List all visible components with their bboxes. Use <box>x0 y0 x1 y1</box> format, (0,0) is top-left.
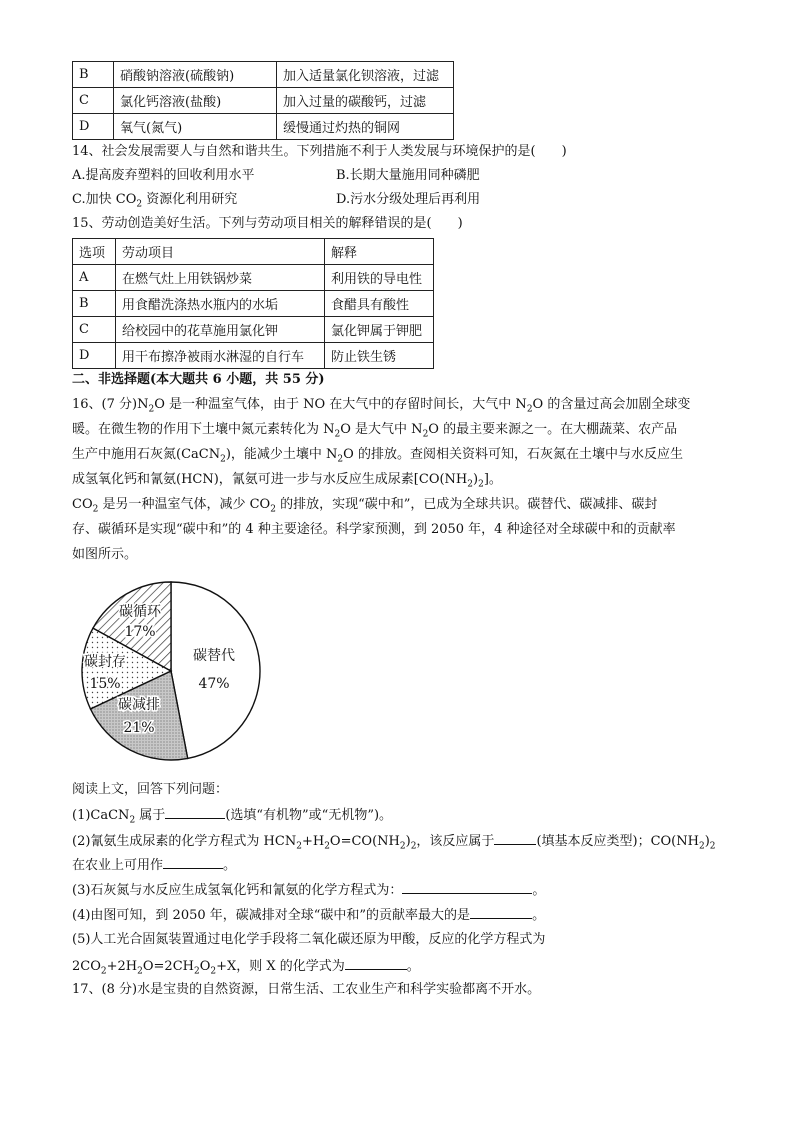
subscript: 2 <box>399 841 406 852</box>
subscript: 2 <box>148 404 155 415</box>
text: ]。 <box>483 472 502 487</box>
table-cell: 防止铁生锈 <box>325 343 434 369</box>
answer-blank[interactable] <box>345 955 407 970</box>
text: +X，则 X 的化学式为 <box>216 959 345 974</box>
subscript: 2 <box>324 841 330 852</box>
text: 生产中施用石灰氮(CaCN <box>72 447 221 462</box>
subscript: 2 <box>698 841 705 852</box>
text: O=CO(NH <box>329 834 400 849</box>
sub-question-2-cont <box>72 854 236 876</box>
subscript: 2 <box>270 504 276 515</box>
table-cell: A <box>73 265 116 291</box>
subscript: 2 <box>137 966 143 977</box>
table-cell: 氯化钙溶液(盐酸) <box>114 88 277 114</box>
table-header: 解释 <box>325 239 434 265</box>
subscript: 2 <box>526 404 533 415</box>
text: 。 <box>532 908 546 923</box>
sub-question-3 <box>72 879 545 901</box>
subscript: 2 <box>193 966 200 977</box>
answer-blank[interactable] <box>163 854 223 869</box>
text: ) <box>704 834 710 849</box>
sub-question-4 <box>72 904 545 926</box>
subscript: 2 <box>220 454 226 465</box>
text: O=2CH <box>142 959 194 974</box>
table-header: 劳动项目 <box>116 239 325 265</box>
table-cell: B <box>73 291 116 317</box>
text: (1)CaCN <box>72 808 130 823</box>
table-cell: 在燃气灶上用铁锅炒菜 <box>116 265 325 291</box>
table-cell: 氧气(氮气) <box>114 114 277 140</box>
table-row <box>73 317 434 343</box>
table-cell: 用干布擦净被雨水淋湿的自行车 <box>116 343 325 369</box>
table-cell: 缓慢通过灼热的铜网 <box>277 114 454 140</box>
subscript: 2 <box>410 841 417 852</box>
text: +H <box>301 834 325 849</box>
subscript: 2 <box>210 966 217 977</box>
text: O 的排放。查阅相关资料可知，石灰氮在土壤中与水反应生 <box>343 447 683 462</box>
answer-blank[interactable] <box>470 904 532 919</box>
subscript: 2 <box>296 841 302 852</box>
pie-label: 碳替代 <box>193 648 235 664</box>
table-cell: 利用铁的导电性 <box>325 265 434 291</box>
text: 资源化利用研究 <box>142 192 238 207</box>
answer-blank[interactable] <box>494 830 536 845</box>
text: (4)由图可知，到 2050 年，碳减排对全球“碳中和”的贡献率最大的是 <box>72 908 471 923</box>
table-row <box>73 343 434 369</box>
table-cell: 氯化钾属于钾肥 <box>325 317 434 343</box>
text: +2H <box>106 959 138 974</box>
table-cell: 给校园中的花草施用氯化钾 <box>116 317 325 343</box>
question-14-option-b: B.长期大量施用同种磷肥 <box>336 168 480 183</box>
text: 。 <box>223 858 237 873</box>
text: 是另一种温室气体，减少 CO <box>98 497 271 512</box>
text: O 是大气中 N <box>340 422 423 437</box>
table-cell: 加入过量的碳酸钙，过滤 <box>277 88 454 114</box>
table-row <box>73 88 454 114</box>
pie-slice-1 <box>171 582 260 758</box>
text: (填基本反应类型)；CO(NH <box>536 834 699 849</box>
text: (3)石灰氮与水反应生成氢氧化钙和氰氨的化学方程式为： <box>72 883 403 898</box>
carbon-neutrality-pie-chart <box>76 576 266 766</box>
passage-line <box>72 445 683 465</box>
sub-question-2 <box>72 830 716 852</box>
table-cell: 用食醋洗涤热水瓶内的水垢 <box>116 291 325 317</box>
text: 2CO <box>72 959 101 974</box>
subscript: 2 <box>129 815 136 826</box>
section-heading: 二、非选择题(本大题共 6 小题，共 55 分) <box>72 372 325 387</box>
sub-question-5-equation <box>72 955 420 977</box>
subscript: 2 <box>92 504 99 515</box>
question-15-stem: 15、劳动创造美好生活。下列与劳动项目相关的解释错误的是( ) <box>72 216 463 231</box>
text: 成氢氧化钙和氰氨(HCN)，氰氨可进一步与水反应生成尿素[CO(NH <box>72 472 468 487</box>
text: ，该反应属于 <box>416 834 495 849</box>
pie-label: 碳封存 <box>84 654 126 670</box>
text: O 的含量过高会加剧全球变 <box>532 397 691 412</box>
table-row <box>73 291 434 317</box>
table-header-row <box>73 239 434 265</box>
table-header: 选项 <box>73 239 116 265</box>
subscript: 2 <box>478 479 484 490</box>
text: ) <box>405 834 411 849</box>
text: ) <box>473 472 479 487</box>
table-row <box>73 265 434 291</box>
pie-label: 碳减排 <box>118 697 160 713</box>
labor-table <box>72 238 434 369</box>
pie-value: 17% <box>124 624 156 640</box>
text: )，能减少土壤中 N <box>225 447 338 462</box>
passage-line <box>72 470 502 490</box>
passage-line: 存、碳循环是实现“碳中和”的 4 种主要途径。科学家预测，到 2050 年，4 种途径对全球碳中和的贡献率 <box>72 522 676 537</box>
text: C.加快 CO <box>72 192 137 207</box>
subscript: 2 <box>337 454 344 465</box>
subscript: 2 <box>467 479 473 490</box>
pie-slices <box>82 582 260 760</box>
text: O <box>199 959 211 974</box>
table-cell: B <box>73 62 114 88</box>
text: (2)氰氨生成尿素的化学方程式为 HCN <box>72 834 297 849</box>
pie-value: 21% <box>123 720 155 736</box>
pie-value: 47% <box>198 676 230 692</box>
text: 暖。在微生物的作用下土壤中氮元素转化为 N <box>72 422 335 437</box>
text: 属于 <box>135 808 166 823</box>
passage-line <box>72 495 657 515</box>
answer-blank[interactable] <box>402 879 532 894</box>
question-14-stem: 14、社会发展需要人与自然和谐共生。下列措施不利于人类发展与环境保护的是( ) <box>72 144 567 159</box>
question-14-option-d: D.污水分级处理后再利用 <box>336 192 481 207</box>
question-14-option-a: A.提高废弃塑料的回收利用水平 <box>72 168 255 183</box>
text: O 的最主要来源之一。在大棚蔬菜、农产品 <box>428 422 678 437</box>
subscript: 2 <box>136 199 143 210</box>
answer-blank[interactable] <box>165 804 225 819</box>
table-row <box>73 114 454 140</box>
instruction: 阅读上文，回答下列问题： <box>72 782 229 797</box>
subscript: 2 <box>422 429 429 440</box>
passage-line: 如图所示。 <box>72 547 138 562</box>
text: 在农业上可用作 <box>72 858 164 873</box>
separation-table <box>72 61 454 140</box>
table-cell: C <box>73 88 114 114</box>
question-14-option-c <box>72 190 237 210</box>
subscript: 2 <box>100 966 107 977</box>
text: 16、(7 分)N <box>72 397 149 412</box>
table-cell: D <box>73 114 114 140</box>
text: CO <box>72 497 93 512</box>
subscript: 2 <box>334 429 341 440</box>
table-cell: 加入适量氯化钡溶液，过滤 <box>277 62 454 88</box>
text: 的排放，实现“碳中和”，已成为全球共识。碳替代、碳减排、碳封 <box>275 497 658 512</box>
passage-line <box>72 395 690 415</box>
text: 。 <box>532 883 546 898</box>
sub-question-5: (5)人工光合固氮装置通过电化学手段将二氧化碳还原为甲酸，反应的化学方程式为 <box>72 932 546 947</box>
text: (选填“有机物”或“无机物”)。 <box>225 808 393 823</box>
pie-value: 15% <box>89 676 121 692</box>
table-cell: C <box>73 317 116 343</box>
table-cell: 食醋具有酸性 <box>325 291 434 317</box>
text: O 是一种温室气体，由于 NO 在大气中的存留时间长，大气中 N <box>154 397 527 412</box>
subscript: 2 <box>709 841 716 852</box>
text: 。 <box>406 959 420 974</box>
question-17-stem: 17、(8 分)水是宝贵的自然资源，日常生活、工农业生产和科学实验都离不开水。 <box>72 982 541 997</box>
sub-question-1 <box>72 804 392 826</box>
table-cell: 硝酸钠溶液(硫酸钠) <box>114 62 277 88</box>
table-row <box>73 62 454 88</box>
pie-label: 碳循环 <box>119 604 161 620</box>
table-cell: D <box>73 343 116 369</box>
passage-line <box>72 420 677 440</box>
